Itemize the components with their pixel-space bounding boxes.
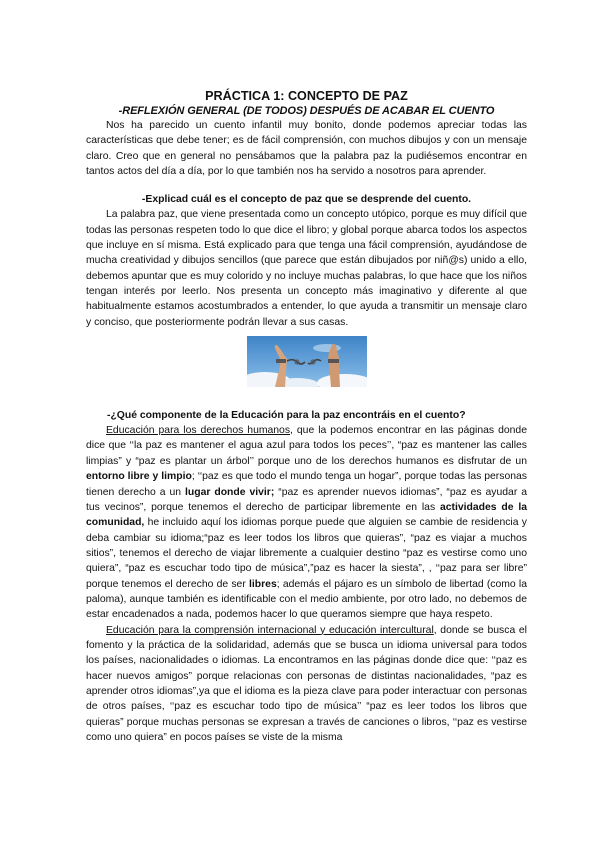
human-rights-paragraph: Educación para los derechos humanos, que la podemos encontrar en las páginas donde dice que ‘‘la paz es mantener el agua azul para todos los peces’’, “paz es mantener las calles limpias” y “paz es plantar un árbol’’ porque uno de los derechos humanos es disfrutar de un entorno libre y limpio; ‘‘paz es que todo el mundo tenga un hogar”, porque todas las personas tienen derecho a un lugar donde vivir; “paz es aprender nuevos idiomas”, “paz es ayudar a tus vecinos”, porque tenemos el derecho de participar libremente en las actividades de la comunidad, he incluido aquí los idiomas porque puede que alguien se cambie de residencia y deba cambiar su idioma;“paz es leer todos los libros que quieras”, “paz es viajar a muchos sitios”, tenemos el derecho de viajar libremente a cualquier destino “paz es vestirse como uno quiera”, “paz es escuchar todo tipo de música”,”paz es hacer la siesta”, , ‘‘paz para ser libre” porque tenemos el derecho de ser libres; además el pájaro es un símbolo de libertad (como la paloma), aunque también es identificable con el medio ambiente, por otro lado, no debemos de estar encadenados a nada, podemos hacer lo que queramos siempre que haya respeto. <box>86 425 528 621</box>
page-title: PRÁCTICA 1: CONCEPTO DE PAZ <box>205 89 408 103</box>
document-page <box>86 88 527 745</box>
reflection-heading: -REFLEXIÓN GENERAL (DE TODOS) DESPUÉS DE ACABAR EL CUENTO <box>118 105 495 117</box>
broken-chain-hands-illustration <box>247 336 367 387</box>
intercultural-underlined-text: Educación para la comprensión internacional y educación intercultural <box>106 624 434 636</box>
component-heading: -¿Qué componente de la Educación para la paz encontráis en el cuento? <box>107 410 466 422</box>
concept-paragraph: La palabra paz, que viene presentada como un concepto utópico, porque es muy difícil que todas las personas respeten todo lo que dice el libro; y global porque abarca todos los aspectos que incluye en sí misma. Está explicado para que tenga una fácil comprensión, ayudándose de mucha creatividad y dibujos sencillos (que parece que están dibujados por niñ@s) unido a ello, debemos apuntar que es muy colorido y no incluye muchas palabras, lo que hace que los niños tengan interés por leerlo. Nos presenta un concepto más imaginativo y diferente al que habitualmente estamos acostumbrados a entender, lo que ayuda a transmitir un mensaje claro y conciso, que posteriormente podrán llevar a sus casas. <box>86 209 527 328</box>
reflection-paragraph: Nos ha parecido un cuento infantil muy bonito, donde podemos apreciar todas las características que debe tener; es de fácil comprensión, con muchos dibujos y con un mensaje claro. Creo que en general no pensábamos que la palabra paz la pudiésemos encontrar en tantos actos del día a día, por lo que también nos ha servido a nosotros para aprender. <box>86 120 527 178</box>
human-rights-link-text: Educación para los derechos humanos <box>106 425 291 437</box>
concept-heading: -Explicad cuál es el concepto de paz que se desprende del cuento. <box>141 194 472 206</box>
intercultural-paragraph: Educación para la comprensión internacional y educación intercultural, donde se busca el fomento y la práctica de la solidaridad, además que se busca un idioma universal para todos los países, nacionalidades o idiomas. La encontramos en las páginas donde dice que: ‘‘paz es hacer nuevos amigos” porque relacionas con personas de distintas nacionalidades, “paz es aprender otros idiomas”,ya que el idioma es la pieza clave para poder interactuar con personas de otros países, ‘‘paz es escuchar todo tipo de música’’ “paz es leer todos los libros que quieras” porque muchas personas se expresan a través de canciones o libros, ‘‘paz es vestirse como uno quiera” en pocos países se viste de la misma <box>86 624 527 743</box>
broken-chain-hands-image <box>247 336 367 387</box>
